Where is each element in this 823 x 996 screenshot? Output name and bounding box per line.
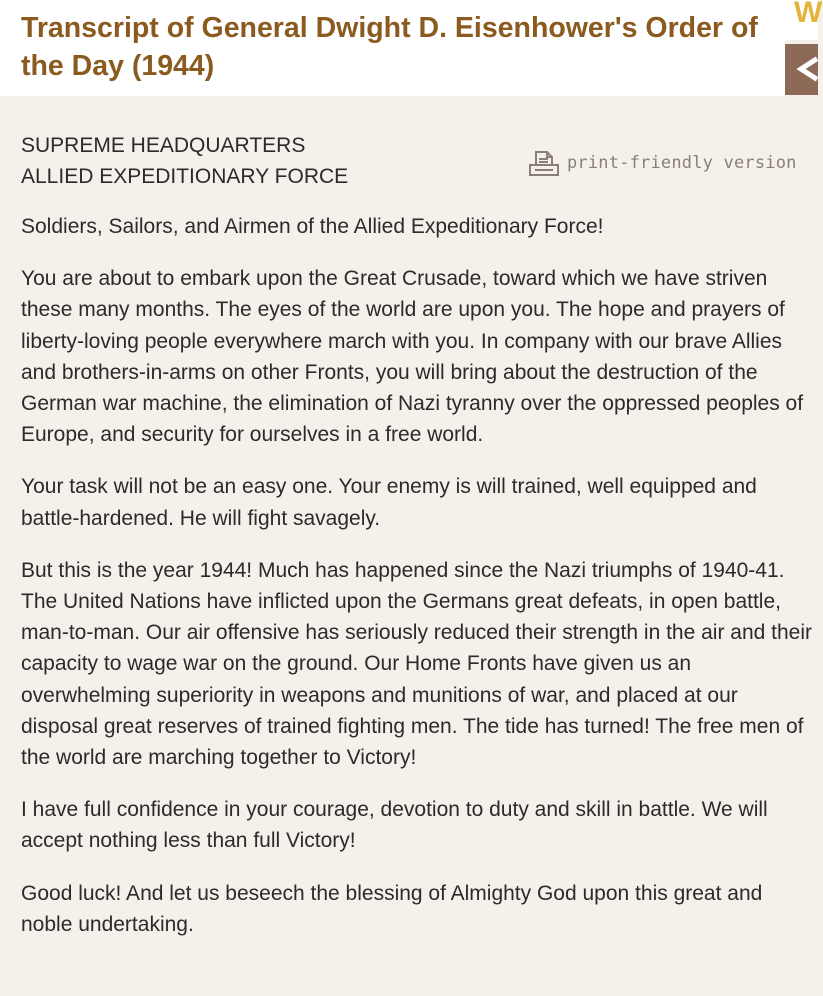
paragraph: Your task will not be an easy one. Your enemy is will trained, well equipped and battle-hardened. He will fight savagely. — [21, 475, 757, 530]
print-friendly-link[interactable] — [528, 149, 797, 177]
print-icon — [528, 149, 560, 177]
heading-line-2: ALLIED EXPEDITIONARY FORCE — [21, 165, 349, 188]
page-title: Transcript of General Dwight D. Eisenhower's Order of the Day (1944) — [21, 12, 758, 82]
paragraph: Soldiers, Sailors, and Airmen of the Allied Expeditionary Force! — [21, 215, 604, 238]
paragraph: You are about to embark upon the Great Crusade, toward which we have striven these many months. The eyes of the world are upon you. The hope and prayers of liberty-loving people everywhere march with you. In company with our brave Allies and brothers-in-arms on other Fronts, you will bring about the destruction of the German war machine, the elimination of Nazi tyranny over the oppressed peoples of Europe, and security for ourselves in a free world. — [21, 267, 804, 447]
paragraph: But this is the year 1944! Much has happened since the Nazi triumphs of 1940-41. The United Nations have inflicted upon the Germans great defeats, in open battle, man-to-man. Our air offensive has seriously reduced their strength in the air and their capacity to wage war on the ground. Our Home Fronts have given us an overwhelming superiority in weapons and munitions of war, and placed at our disposal great reserves of trained fighting men. The tide has turned! The free men of the world are marching together to Victory! — [21, 558, 813, 770]
back-button[interactable] — [785, 44, 818, 95]
print-link-label: print-friendly version — [567, 153, 797, 173]
transcript-body — [21, 211, 813, 961]
heading-line-1: SUPREME HEADQUARTERS — [21, 134, 306, 157]
title-bar — [0, 0, 785, 96]
paragraph: I have full confidence in your courage, devotion to duty and skill in battle. We will accept nothing less than full Victory! — [21, 798, 768, 853]
logo-letter: W — [794, 0, 823, 29]
headquarters-heading — [21, 130, 348, 192]
chevron-left-icon — [793, 54, 823, 84]
site-logo[interactable] — [785, 0, 823, 40]
paragraph: Good luck! And let us beseech the blessing of Almighty God upon this great and noble undertaking. — [21, 881, 763, 936]
